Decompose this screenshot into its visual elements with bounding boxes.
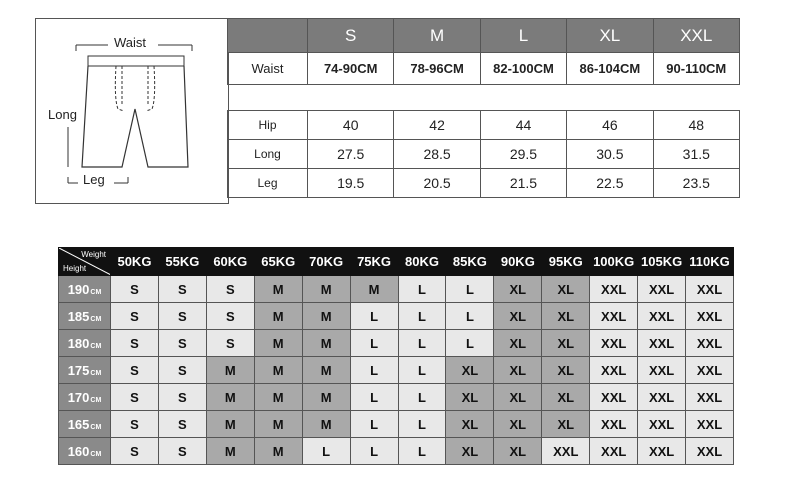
grid-row (59, 384, 734, 411)
waist-size-table (227, 18, 740, 85)
size-cell: XXL (590, 357, 638, 384)
size-cell: S (111, 276, 159, 303)
size-cell: L (350, 357, 398, 384)
size-cell: XL (494, 384, 542, 411)
size-cell: XXL (590, 384, 638, 411)
size-cell: L (398, 357, 446, 384)
height-value: 165 (67, 416, 90, 432)
size-cell: S (158, 357, 206, 384)
grid-row (59, 411, 734, 438)
measure-value: 44 (480, 111, 566, 140)
size-cell: M (206, 438, 254, 465)
size-cell: XXL (638, 384, 686, 411)
measurement-table (227, 110, 740, 198)
size-cell: M (254, 357, 302, 384)
size-cell: XL (494, 438, 542, 465)
measure-value: 22.5 (567, 169, 653, 198)
size-cell: L (446, 303, 494, 330)
weight-header: 60KG (206, 248, 254, 276)
size-cell: XXL (686, 438, 734, 465)
size-cell: XL (446, 411, 494, 438)
measure-row-label: Leg (228, 169, 308, 198)
size-cell: XXL (638, 276, 686, 303)
grid-row (59, 357, 734, 384)
size-header-row (228, 19, 740, 53)
size-cell: M (302, 384, 350, 411)
height-unit: CM (90, 288, 102, 296)
corner-height-label: Height (63, 264, 87, 273)
waist-value: 78-96CM (394, 53, 480, 85)
grid-corner (59, 248, 111, 276)
weight-header: 95KG (542, 248, 590, 276)
weight-header: 85KG (446, 248, 494, 276)
measure-value: 20.5 (394, 169, 480, 198)
size-cell: L (398, 303, 446, 330)
size-cell: L (398, 438, 446, 465)
measure-value: 48 (653, 111, 739, 140)
height-unit: CM (90, 423, 102, 431)
measure-value: 19.5 (308, 169, 394, 198)
size-cell: XXL (686, 384, 734, 411)
height-unit: CM (90, 342, 102, 350)
size-cell: XL (542, 357, 590, 384)
size-cell: XL (542, 411, 590, 438)
size-cell: L (350, 330, 398, 357)
weight-header: 70KG (302, 248, 350, 276)
size-cell: S (206, 330, 254, 357)
height-value: 190 (67, 281, 90, 297)
measure-value: 31.5 (653, 140, 739, 169)
waist-value: 90-110CM (653, 53, 739, 85)
size-cell: S (158, 438, 206, 465)
size-cell: XXL (686, 276, 734, 303)
size-cell: XXL (638, 411, 686, 438)
size-cell: M (254, 276, 302, 303)
weight-header-row (59, 248, 734, 276)
measure-row (228, 140, 740, 169)
size-cell: XXL (590, 276, 638, 303)
size-cell: L (398, 330, 446, 357)
measure-value: 27.5 (308, 140, 394, 169)
measure-value: 29.5 (480, 140, 566, 169)
measure-row-label: Long (228, 140, 308, 169)
size-cell: S (158, 303, 206, 330)
height-unit: CM (90, 396, 102, 404)
size-header: XL (567, 19, 653, 53)
height-cell (59, 276, 111, 303)
measure-row (228, 111, 740, 140)
size-cell: S (111, 357, 159, 384)
size-cell: M (206, 411, 254, 438)
size-cell: XXL (542, 438, 590, 465)
size-cell: XL (494, 357, 542, 384)
size-cell: L (446, 330, 494, 357)
size-cell: M (206, 384, 254, 411)
height-weight-size-grid (58, 247, 734, 465)
waist-row-label: Waist (228, 53, 308, 85)
size-cell: L (446, 276, 494, 303)
size-header: S (308, 19, 394, 53)
size-cell: L (350, 411, 398, 438)
size-cell: XL (542, 276, 590, 303)
size-cell: L (398, 411, 446, 438)
height-unit: CM (90, 369, 102, 377)
size-cell: XL (542, 384, 590, 411)
weight-header: 80KG (398, 248, 446, 276)
height-unit: CM (90, 450, 102, 458)
size-cell: M (254, 411, 302, 438)
size-cell: S (111, 303, 159, 330)
size-cell: S (158, 330, 206, 357)
height-cell (59, 411, 111, 438)
height-value: 180 (67, 335, 90, 351)
size-cell: S (111, 330, 159, 357)
size-cell: XXL (686, 303, 734, 330)
height-cell (59, 330, 111, 357)
height-value: 175 (67, 362, 90, 378)
size-cell: L (350, 303, 398, 330)
measure-value: 30.5 (567, 140, 653, 169)
weight-header: 100KG (590, 248, 638, 276)
size-header: XXL (653, 19, 739, 53)
size-cell: XL (494, 303, 542, 330)
size-cell: M (254, 303, 302, 330)
weight-header: 65KG (254, 248, 302, 276)
weight-header: 75KG (350, 248, 398, 276)
size-cell: XXL (590, 438, 638, 465)
long-label: Long (48, 107, 77, 122)
measure-value: 46 (567, 111, 653, 140)
height-value: 160 (67, 443, 90, 459)
size-cell: M (350, 276, 398, 303)
size-cell: XL (542, 303, 590, 330)
size-cell: S (158, 411, 206, 438)
size-cell: M (302, 330, 350, 357)
measure-value: 23.5 (653, 169, 739, 198)
size-header: L (480, 19, 566, 53)
size-cell: M (254, 438, 302, 465)
weight-header: 90KG (494, 248, 542, 276)
weight-header: 105KG (638, 248, 686, 276)
size-cell: S (111, 411, 159, 438)
measure-value: 28.5 (394, 140, 480, 169)
height-value: 170 (67, 389, 90, 405)
size-cell: XXL (638, 357, 686, 384)
size-cell: M (302, 357, 350, 384)
shorts-diagram (35, 18, 229, 204)
waist-value: 82-100CM (480, 53, 566, 85)
size-cell: XXL (638, 330, 686, 357)
size-cell: XL (494, 330, 542, 357)
leg-label: Leg (83, 172, 105, 187)
waist-value: 74-90CM (308, 53, 394, 85)
measure-value: 21.5 (480, 169, 566, 198)
height-cell (59, 438, 111, 465)
height-unit: CM (90, 315, 102, 323)
grid-row (59, 276, 734, 303)
size-cell: XXL (686, 357, 734, 384)
measure-row (228, 169, 740, 198)
weight-header: 55KG (158, 248, 206, 276)
size-cell: S (206, 276, 254, 303)
waist-row (228, 53, 740, 85)
size-cell: M (302, 276, 350, 303)
size-cell: XXL (590, 411, 638, 438)
height-cell (59, 384, 111, 411)
size-cell: M (302, 303, 350, 330)
corner-weight-label: Weight (81, 250, 106, 259)
size-cell: L (398, 276, 446, 303)
weight-header: 110KG (686, 248, 734, 276)
size-cell: XXL (638, 438, 686, 465)
size-cell: L (398, 384, 446, 411)
waist-value: 86-104CM (567, 53, 653, 85)
size-cell: L (350, 384, 398, 411)
grid-row (59, 438, 734, 465)
size-cell: L (350, 438, 398, 465)
size-cell: XXL (686, 330, 734, 357)
size-cell: L (302, 438, 350, 465)
size-cell: XXL (638, 303, 686, 330)
size-header: M (394, 19, 480, 53)
measure-value: 42 (394, 111, 480, 140)
size-cell: XL (446, 438, 494, 465)
height-cell (59, 303, 111, 330)
height-cell (59, 357, 111, 384)
size-cell: M (254, 384, 302, 411)
waist-label: Waist (114, 35, 147, 50)
measure-row-label: Hip (228, 111, 308, 140)
size-cell: XXL (686, 411, 734, 438)
header-blank-cell (228, 19, 308, 53)
size-cell: XL (446, 384, 494, 411)
size-cell: M (254, 330, 302, 357)
size-cell: XXL (590, 330, 638, 357)
size-cell: XL (542, 330, 590, 357)
size-cell: S (111, 384, 159, 411)
size-cell: S (206, 303, 254, 330)
size-cell: XL (494, 276, 542, 303)
size-cell: S (158, 276, 206, 303)
size-cell: XL (494, 411, 542, 438)
grid-row (59, 330, 734, 357)
height-value: 185 (67, 308, 90, 324)
size-cell: S (111, 438, 159, 465)
size-cell: M (302, 411, 350, 438)
size-cell: M (206, 357, 254, 384)
size-cell: XXL (590, 303, 638, 330)
grid-row (59, 303, 734, 330)
size-cell: XL (446, 357, 494, 384)
size-cell: S (158, 384, 206, 411)
measure-value: 40 (308, 111, 394, 140)
weight-header: 50KG (111, 248, 159, 276)
